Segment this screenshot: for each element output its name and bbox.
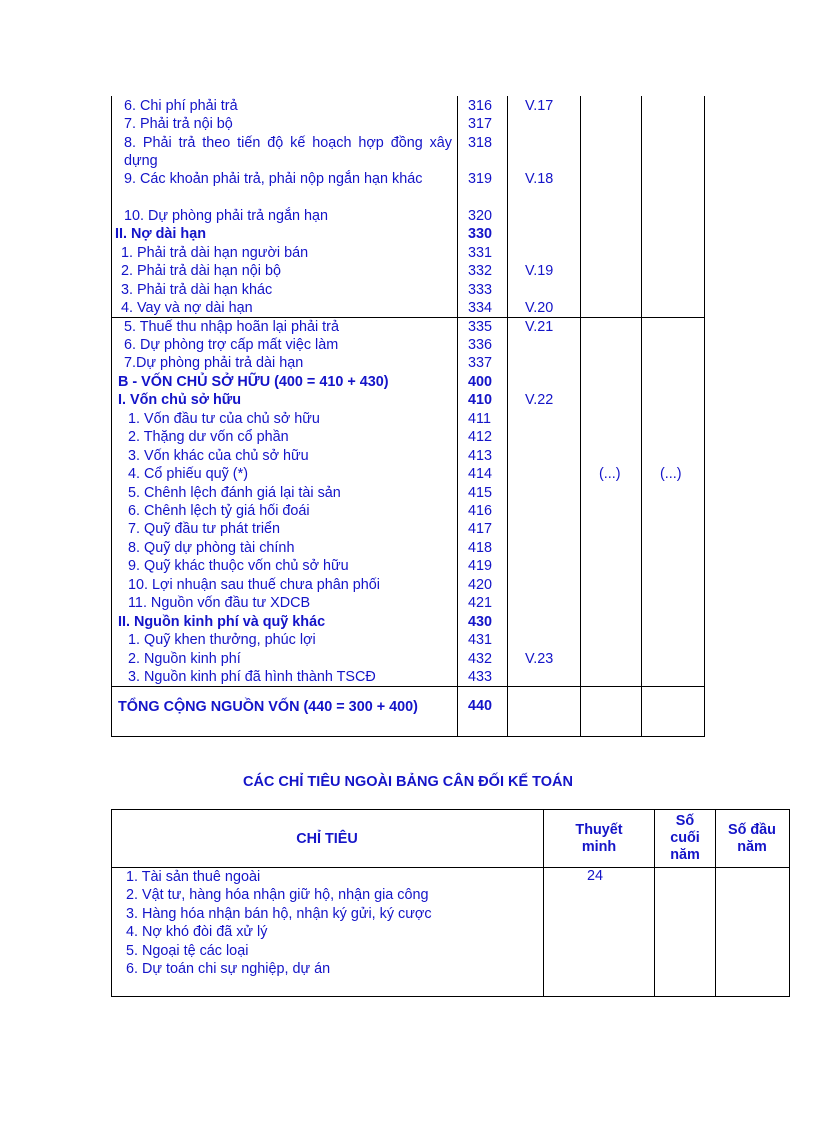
row-label: 3. Nguồn kinh phí đã hình thành TSCĐ bbox=[128, 669, 376, 685]
row-label: 6. Chênh lệch tỷ giá hối đoái bbox=[128, 503, 310, 519]
col-line bbox=[715, 809, 716, 997]
header-end-of-year: Số cuối năm bbox=[670, 813, 700, 863]
row-label: 1. Quỹ khen thưởng, phúc lợi bbox=[128, 632, 316, 648]
row-note: V.19 bbox=[525, 263, 554, 279]
row-code: 414 bbox=[468, 466, 493, 482]
row-label: 8. Quỹ dự phòng tài chính bbox=[128, 540, 295, 556]
row-label: I. Vốn chủ sở hữu bbox=[118, 392, 241, 408]
col-line bbox=[580, 96, 581, 737]
row-label: II. Nợ dài hạn bbox=[115, 226, 206, 242]
row-code: 417 bbox=[468, 521, 493, 537]
row-code: 415 bbox=[468, 485, 493, 501]
row-label: 3. Phải trả dài hạn khác bbox=[121, 282, 273, 298]
row-label: 7. Quỹ đầu tư phát triển bbox=[128, 521, 281, 537]
row-note: V.17 bbox=[525, 98, 554, 114]
col-line bbox=[543, 809, 544, 997]
row-label: 1. Phải trả dài hạn người bán bbox=[121, 245, 309, 261]
row-code: 420 bbox=[468, 577, 493, 593]
row-label: 2. Nguồn kinh phí bbox=[128, 651, 241, 667]
list-item: 2. Vật tư, hàng hóa nhận giữ hộ, nhận gia công bbox=[126, 887, 429, 903]
note-value: 24 bbox=[587, 868, 604, 884]
row-code: 334 bbox=[468, 300, 493, 316]
row-code: 333 bbox=[468, 282, 493, 298]
col-line bbox=[641, 96, 642, 737]
list-item: 5. Ngoại tệ các loại bbox=[126, 943, 249, 959]
row-code: 432 bbox=[468, 651, 493, 667]
row-code: 421 bbox=[468, 595, 493, 611]
row-label: 10. Dự phòng phải trả ngắn hạn bbox=[124, 208, 329, 224]
row-label: 10. Lợi nhuận sau thuế chưa phân phối bbox=[128, 577, 380, 593]
list-item: 1. Tài sản thuê ngoài bbox=[126, 869, 261, 885]
total-label: TỔNG CỘNG NGUỒN VỐN (440 = 300 + 400) bbox=[118, 699, 418, 715]
row-code: 335 bbox=[468, 319, 493, 335]
row-code: 317 bbox=[468, 116, 493, 132]
row-code: 412 bbox=[468, 429, 493, 445]
header-item: CHỈ TIÊU bbox=[296, 831, 358, 847]
row-label: 4. Vay và nợ dài hạn bbox=[121, 300, 253, 316]
row-code: 316 bbox=[468, 98, 493, 114]
col-line bbox=[111, 96, 112, 737]
row-code: 332 bbox=[468, 263, 493, 279]
row-label: 2. Phải trả dài hạn nội bộ bbox=[121, 263, 282, 279]
row-code: 433 bbox=[468, 669, 493, 685]
row-label: 9. Quỹ khác thuộc vốn chủ sở hữu bbox=[128, 558, 349, 574]
row-label: 5. Thuế thu nhập hoãn lại phải trả bbox=[124, 319, 339, 335]
row-code: 419 bbox=[468, 558, 493, 574]
row-note: V.22 bbox=[525, 392, 554, 408]
row-label: 1. Vốn đầu tư của chủ sở hữu bbox=[128, 411, 320, 427]
row-code: 410 bbox=[468, 392, 493, 408]
row-code: 331 bbox=[468, 245, 493, 261]
row-code: 320 bbox=[468, 208, 493, 224]
row-note: V.21 bbox=[525, 319, 554, 335]
balance-sheet-table bbox=[111, 96, 705, 737]
row-label: 2. Thặng dư vốn cổ phần bbox=[128, 429, 289, 445]
row-label: 8. Phải trả theo tiến độ kế hoạch hợp đồng xây dựng bbox=[124, 135, 452, 170]
row-note: V.20 bbox=[525, 300, 554, 316]
list-item: 4. Nợ khó đòi đã xử lý bbox=[126, 924, 268, 940]
row-note: V.18 bbox=[525, 171, 554, 187]
row-label: 5. Chênh lệch đánh giá lại tài sản bbox=[128, 485, 341, 501]
row-label: 7.Dự phòng phải trả dài hạn bbox=[124, 355, 304, 371]
row-code: 330 bbox=[468, 226, 493, 242]
col-line bbox=[654, 809, 655, 997]
header-note: Thuyết minh bbox=[575, 822, 623, 855]
list-item: 3. Hàng hóa nhận bán hộ, nhận ký gửi, ký cược bbox=[126, 906, 432, 922]
header-begin-of-year: Số đầu năm bbox=[728, 822, 776, 855]
row-label: 6. Dự phòng trợ cấp mất việc làm bbox=[124, 337, 339, 353]
row-label: II. Nguồn kinh phí và quỹ khác bbox=[118, 614, 326, 630]
row-code: 418 bbox=[468, 540, 493, 556]
row-code: 319 bbox=[468, 171, 493, 187]
row-label: 7. Phải trả nội bộ bbox=[124, 116, 233, 132]
list-item: 6. Dự toán chi sự nghiệp, dự án bbox=[126, 961, 331, 977]
row-code: 430 bbox=[468, 614, 493, 630]
row-label: 4. Cổ phiếu quỹ (*) bbox=[128, 466, 248, 482]
row-label: 9. Các khoản phải trả, phải nộp ngắn hạn khác bbox=[124, 171, 423, 187]
row-code: 337 bbox=[468, 355, 493, 371]
row-code: 411 bbox=[468, 411, 491, 427]
row-code: 431 bbox=[468, 632, 493, 648]
end-of-year-ellipsis: (...) bbox=[599, 466, 621, 482]
row-line bbox=[111, 736, 705, 737]
row-code: 400 bbox=[468, 374, 493, 390]
offbalance-table bbox=[111, 809, 790, 997]
row-label: 11. Nguồn vốn đầu tư XDCB bbox=[128, 595, 311, 611]
row-code: 336 bbox=[468, 337, 493, 353]
row-label: 3. Vốn khác của chủ sở hữu bbox=[128, 448, 309, 464]
row-code: 318 bbox=[468, 135, 493, 151]
offbalance-title: CÁC CHỈ TIÊU NGOÀI BẢNG CÂN ĐỐI KẾ TOÁN bbox=[242, 774, 574, 790]
row-label: 6. Chi phí phải trả bbox=[124, 98, 238, 114]
col-line bbox=[704, 96, 705, 737]
row-code: 413 bbox=[468, 448, 493, 464]
begin-of-year-ellipsis: (...) bbox=[660, 466, 682, 482]
row-note: V.23 bbox=[525, 651, 554, 667]
row-label: B - VỐN CHỦ SỞ HỮU (400 = 410 + 430) bbox=[118, 374, 389, 390]
total-code: 440 bbox=[468, 698, 493, 714]
row-code: 416 bbox=[468, 503, 493, 519]
